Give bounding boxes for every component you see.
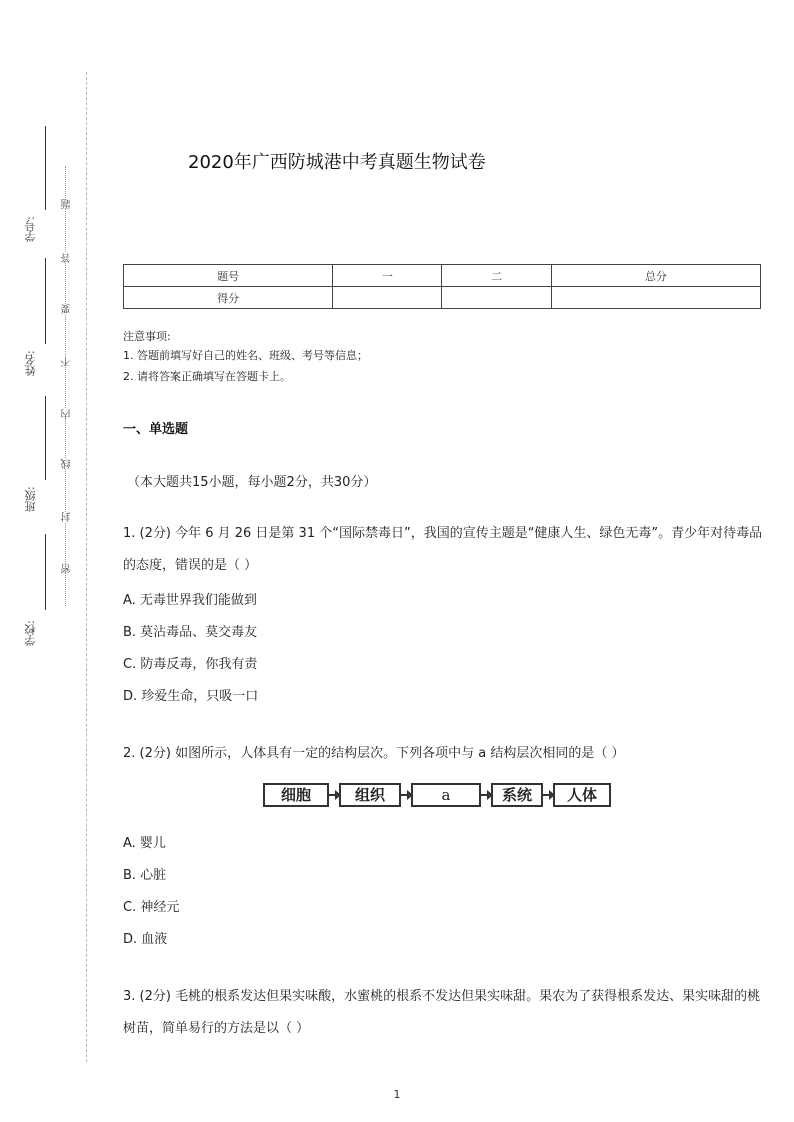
diagram-box-a: a xyxy=(411,783,481,807)
score-table-score-row xyxy=(124,287,761,309)
score-table xyxy=(123,264,761,309)
question-1-option-d: D. 珍爱生命，只吸一口 xyxy=(123,689,259,704)
question-1-option-b: B. 莫沾毒品、莫交毒友 xyxy=(123,625,258,640)
exam-title: 2020年广西防城港中考真题生物试卷 xyxy=(188,152,486,173)
diagram-arrow xyxy=(481,794,491,796)
question-1-option-a: A. 无毒世界我们能做到 xyxy=(123,593,257,608)
seal-char-xian: 线 xyxy=(62,459,73,469)
score-cell-part-one xyxy=(333,287,442,309)
seal-char-nei: 内 xyxy=(62,409,73,419)
question-2-option-a: A. 婴儿 xyxy=(123,836,166,851)
diagram-arrow xyxy=(401,794,411,796)
seal-char-da: 答 xyxy=(62,253,73,263)
diagram-box-cell: 细胞 xyxy=(263,783,329,807)
page-number: 1 xyxy=(393,1088,401,1101)
seal-char-feng: 封 xyxy=(62,512,73,522)
score-table-header-row xyxy=(124,265,761,287)
seal-char-bu: 不 xyxy=(62,357,73,367)
student-id-label: 学号: xyxy=(24,216,37,242)
seal-dotted-line xyxy=(65,166,66,606)
diagram-box-tissue: 组织 xyxy=(339,783,401,807)
score-cell-total xyxy=(551,287,760,309)
diagram-box-human-body: 人体 xyxy=(553,783,611,807)
header-part-one: 一 xyxy=(333,265,442,287)
school-label: 学校: xyxy=(24,620,37,646)
diagram-arrow xyxy=(543,794,553,796)
question-3-stem: 3. (2分) 毛桃的根系发达但果实味酸，水蜜桃的根系不发达但果实味甜。果农为了获得根系发达、果实味甜的桃树苗，简单易行的方法是以（ ） xyxy=(123,989,761,1036)
seal-char-mi: 密 xyxy=(62,564,73,574)
name-line xyxy=(45,258,46,344)
diagram-arrow xyxy=(329,794,339,796)
seal-char-ti: 题 xyxy=(62,199,73,209)
section-title: 一、单选题 xyxy=(123,422,189,437)
seal-char-yao: 要 xyxy=(62,304,73,314)
header-total: 总分 xyxy=(551,265,760,287)
question-2-option-c: C. 神经元 xyxy=(123,900,180,915)
student-id-line xyxy=(45,126,46,210)
row-score-label: 得分 xyxy=(124,287,333,309)
notice-heading: 注意事项: xyxy=(123,330,171,343)
question-2-option-d: D. 血液 xyxy=(123,932,168,947)
binding-dashed-line xyxy=(86,72,87,1062)
score-cell-part-two xyxy=(442,287,551,309)
question-1-stem: 1. (2分) 今年 6 月 26 日是第 31 个“国际禁毒日”，我国的宣传主题是“健康人生、绿色无毒”。青少年对待毒品的态度，错误的是（ ） xyxy=(123,526,763,573)
section-subtitle: （本大题共15小题，每小题2分，共30分） xyxy=(127,475,377,490)
class-line xyxy=(45,396,46,480)
header-question-no: 题号 xyxy=(124,265,333,287)
question-2-option-b: B. 心脏 xyxy=(123,868,167,883)
school-line xyxy=(45,534,46,610)
question-2-stem: 2. (2分) 如图所示，人体具有一定的结构层次。下列各项中与 a 结构层次相同的是（ ） xyxy=(123,746,625,761)
class-label: 班级: xyxy=(24,486,37,512)
name-label: 姓名: xyxy=(24,350,37,376)
diagram-box-system: 系统 xyxy=(491,783,543,807)
notice-item: 2. 请将答案正确填写在答题卡上。 xyxy=(123,370,291,383)
structure-level-diagram xyxy=(263,780,613,812)
notice-item: 1. 答题前填写好自己的姓名、班级、考号等信息； xyxy=(123,349,368,362)
header-part-two: 二 xyxy=(442,265,551,287)
question-1-option-c: C. 防毒反毒，你我有责 xyxy=(123,657,258,672)
